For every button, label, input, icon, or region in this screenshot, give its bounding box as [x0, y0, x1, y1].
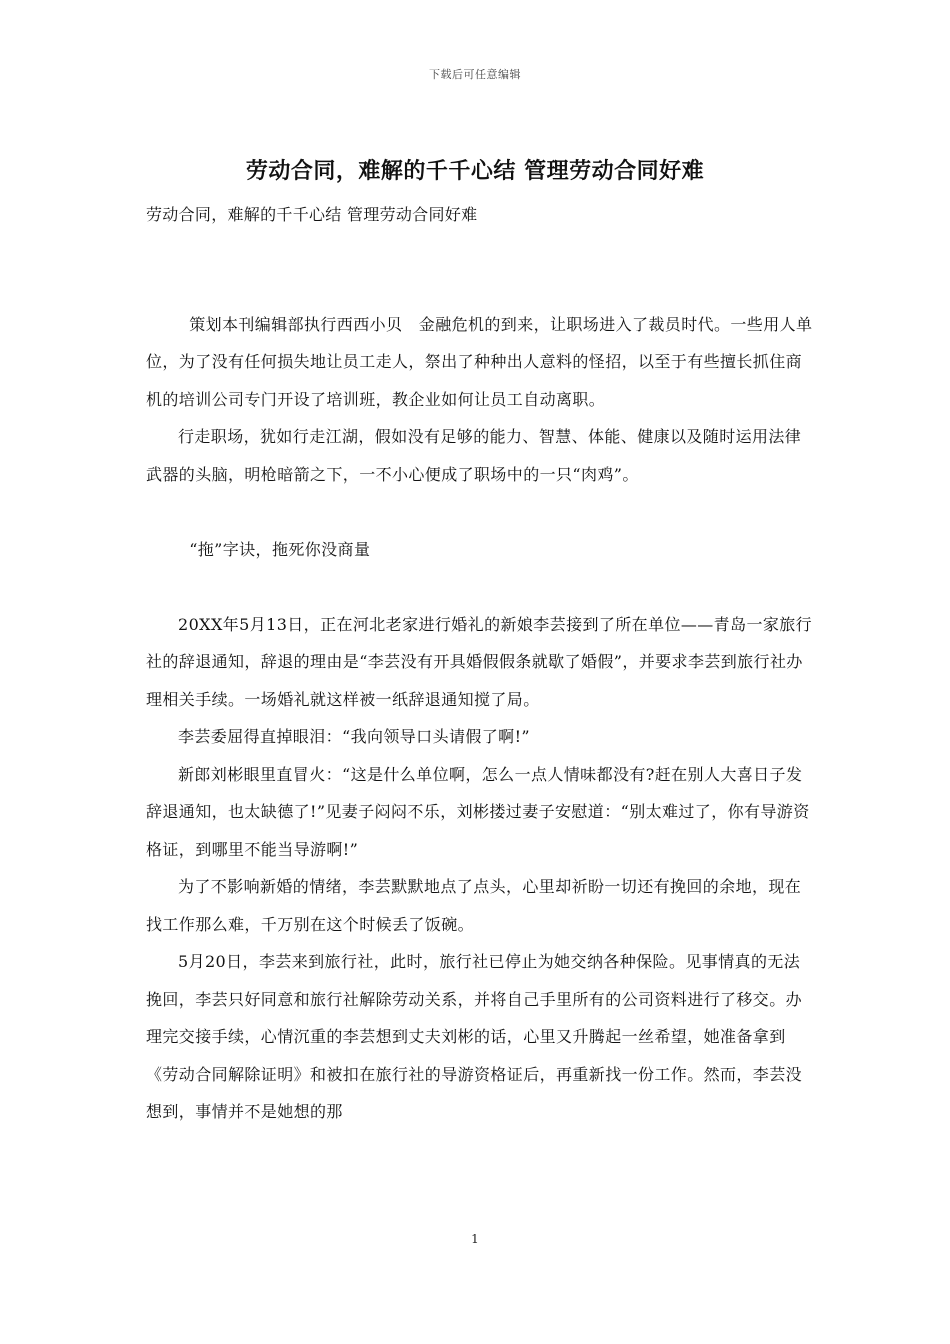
page-number: 1 — [471, 1232, 479, 1246]
section-heading: “拖”字诀，拖死你没商量 — [189, 539, 371, 559]
paragraph: 5月20日，李芸来到旅行社，此时，旅行社已停止为她交纳各种保险。见事情真的无法挽回，李芸只好同意和旅行社解除劳动关系，并将自己手里所有的公司资料进行了移交。办理完交接手续，心情沉重的李芸想到丈夫刘彬的话，心里又升腾起一丝希望，她准备拿到《劳动合同解除证明》和被扣在旅行社的导游资格证后，再重新找一份工作。然而，李芸没想到，事情并不是她想的那 — [146, 952, 803, 1121]
spacer — [146, 493, 814, 531]
paragraph: 新郎刘彬眼里直冒火：“这是什么单位啊，怎么一点人情味都没有?赶在别人大喜日子发辞退通知，也太缺德了!”见妻子闷闷不乐，刘彬搂过妻子安慰道：“别太难过了，你有导游资格证，到哪里不能当导游啊!” — [146, 764, 810, 859]
header-note: 下载后可任意编辑 — [429, 68, 521, 81]
paragraph-intro: 策划本刊编辑部执行西西小贝 金融危机的到来，让职场进入了裁员时代。一些用人单位，为了没有任何损失地让员工走人，祭出了种种出人意料的怪招，以至于有些擅长抓住商机的培训公司专门开设了培训班，教企业如何让员工自动离职。 — [146, 314, 813, 409]
paragraph: 为了不影响新婚的情绪，李芸默默地点了点头，心里却祈盼一切还有挽回的余地，现在找工作那么难，千万别在这个时候丢了饭碗。 — [146, 877, 802, 934]
paragraph: 行走职场，犹如行走江湖，假如没有足够的能力、智慧、体能、健康以及随时运用法律武器的头脑，明枪暗箭之下，一不小心便成了职场中的一只“肉鸡”。 — [146, 427, 802, 484]
spacer — [146, 268, 814, 306]
page-subtitle: 劳动合同，难解的千千心结 管理劳动合同好难 — [146, 205, 478, 224]
article-body — [146, 268, 814, 1131]
paragraph: 20XX年5月13日，正在河北老家进行婚礼的新娘李芸接到了所在单位——青岛一家旅行社的辞退通知，辞退的理由是“李芸没有开具婚假假条就歇了婚假”，并要求李芸到旅行社办理相关手续。一场婚礼就这样被一纸辞退通知搅了局。 — [146, 614, 813, 709]
paragraph: 李芸委屈得直掉眼泪：“我向领导口头请假了啊!” — [178, 727, 530, 746]
page-title: 劳动合同，难解的千千心结 管理劳动合同好难 — [245, 158, 705, 184]
spacer — [146, 568, 814, 606]
